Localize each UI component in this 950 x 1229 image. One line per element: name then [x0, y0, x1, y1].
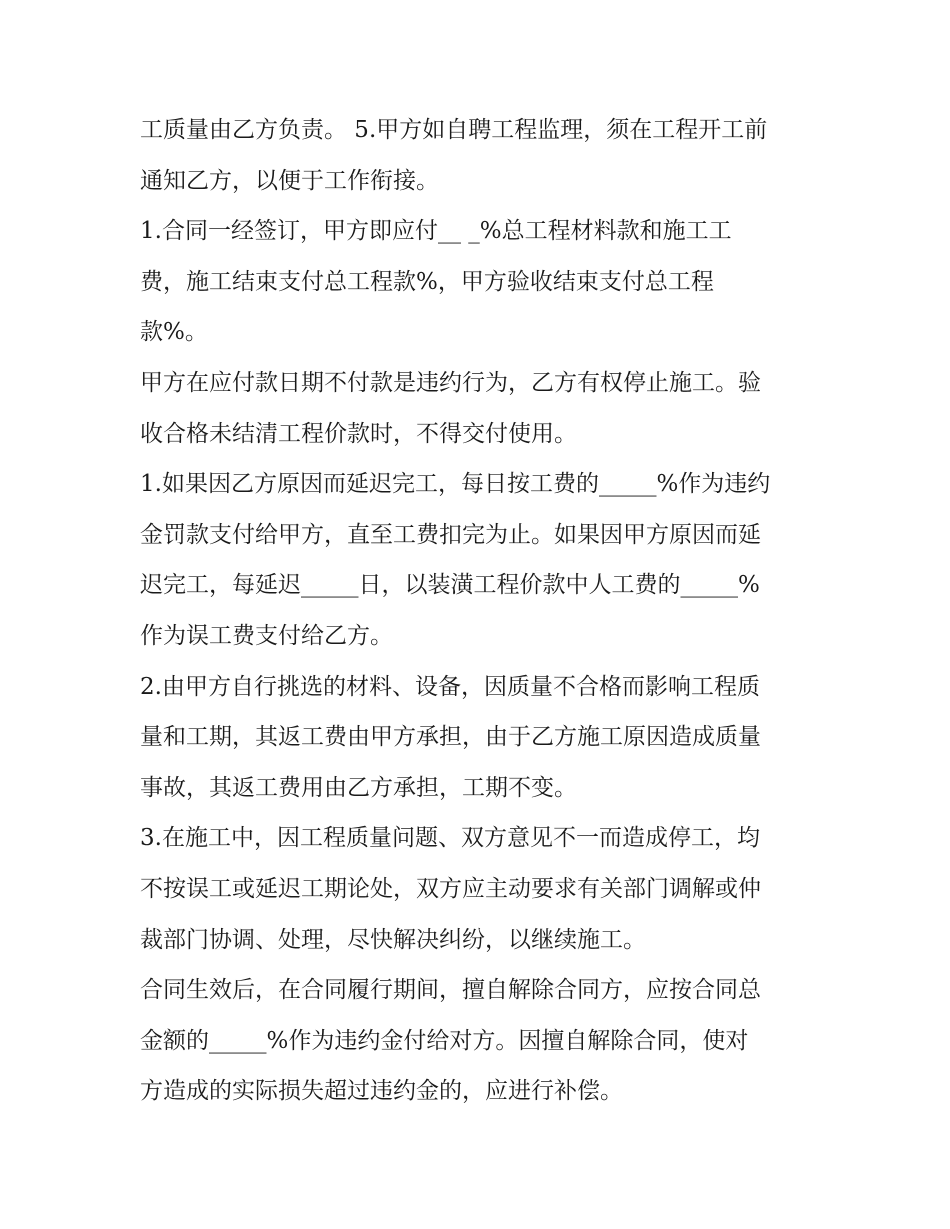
text-line: 金额的_____%作为违约金付给对方。因擅自解除合同，使对	[140, 1027, 749, 1054]
paragraph-late-payment	[140, 358, 820, 459]
text-line: 事故，其返工费用由乙方承担，工期不变。	[140, 774, 577, 801]
text-line: 费，施工结束支付总工程款%，甲方验收结束支付总工程	[140, 268, 714, 295]
text-line: 金罚款支付给甲方，直至工费扣完为止。如果因甲方原因而延	[140, 521, 761, 548]
text-line: 2.由甲方自行挑选的材料、设备，因质量不合格而影响工程质	[140, 673, 760, 700]
paragraph-delay-penalty	[140, 459, 820, 661]
document-body	[140, 105, 820, 1117]
text-line: 款%。	[140, 319, 208, 346]
text-line: 收合格未结清工程价款时，不得交付使用。	[140, 420, 577, 447]
text-line: 通知乙方，以便于工作衔接。	[140, 167, 439, 194]
text-line: 迟完工，每延迟_____日，以装潢工程价款中人工费的_____%	[140, 572, 760, 599]
text-line: 方造成的实际损失超过违约金的，应进行补偿。	[140, 1078, 623, 1105]
text-line: 1.如果因乙方原因而延迟完工，每日按工费的_____%作为违约	[140, 471, 771, 498]
text-line: 不按误工或延迟工期论处，双方应主动要求有关部门调解或仲	[140, 875, 761, 902]
text-line: 1.合同一经签订，甲方即应付__ _%总工程材料款和施工工	[140, 218, 732, 245]
paragraph-material-quality	[140, 662, 820, 814]
paragraph-quality-supervision	[140, 105, 820, 206]
paragraph-termination-penalty	[140, 965, 820, 1117]
text-line: 作为误工费支付给乙方。	[140, 622, 393, 649]
text-line: 甲方在应付款日期不付款是违约行为，乙方有权停止施工。验	[140, 369, 761, 396]
paragraph-payment-terms	[140, 206, 820, 358]
text-line: 裁部门协调、处理，尽快解决纠纷，以继续施工。	[140, 926, 646, 953]
paragraph-dispute-resolution	[140, 813, 820, 965]
text-line: 量和工期，其返工费由甲方承担，由于乙方施工原因造成质量	[140, 724, 761, 751]
text-line: 合同生效后，在合同履行期间，擅自解除合同方，应按合同总	[140, 977, 761, 1004]
text-line: 3.在施工中，因工程质量问题、双方意见不一而造成停工，均	[140, 825, 760, 852]
text-line: 工质量由乙方负责。 5.甲方如自聘工程监理，须在工程开工前	[140, 117, 768, 143]
